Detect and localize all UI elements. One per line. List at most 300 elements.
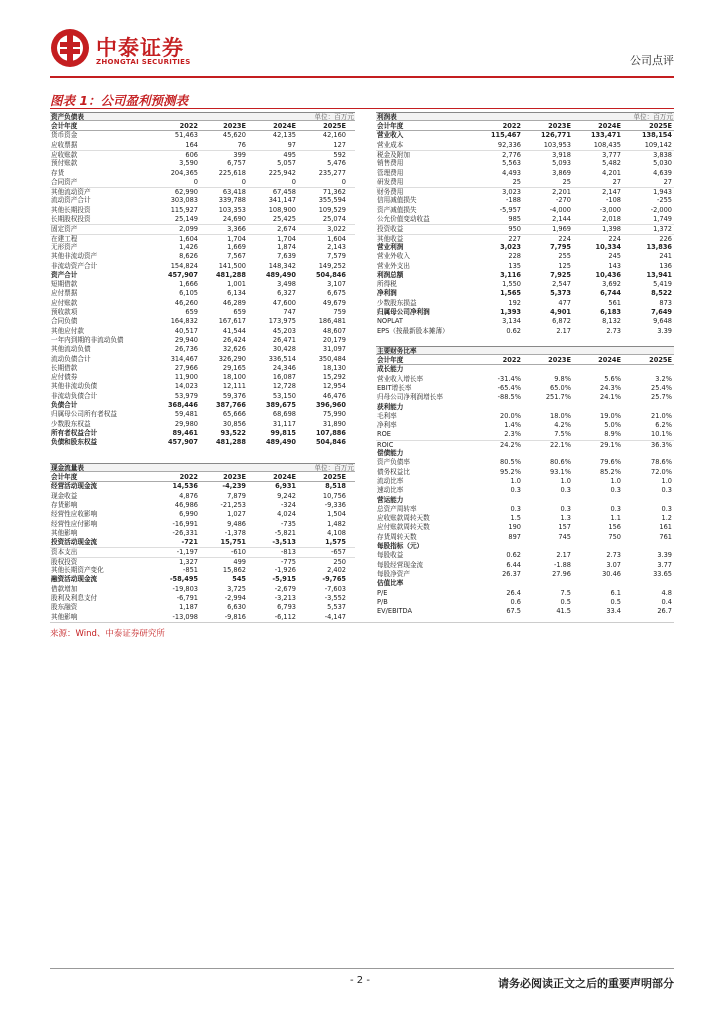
cell-value: 108,435 <box>593 140 621 149</box>
row-label: 应付账款周转天数 <box>377 523 430 532</box>
row-label: 存货影响 <box>51 500 78 509</box>
cell-value: -4,147 <box>324 612 346 621</box>
cell-value: 1.2 <box>661 514 672 523</box>
cell-value: 2025E <box>323 122 346 130</box>
row-label: 负债合计 <box>51 401 78 409</box>
row-label: 其他流动资产 <box>51 188 91 197</box>
cell-value: 190 <box>508 523 521 532</box>
cell-value: -610 <box>231 548 246 557</box>
cell-value: 33.4 <box>606 607 621 616</box>
cell-value: 5.6% <box>604 374 621 383</box>
cell-value: 3,134 <box>502 317 521 326</box>
cell-value: 2,776 <box>502 150 521 159</box>
row-label: 债务权益比 <box>377 467 410 476</box>
cell-value: -4,000 <box>549 205 571 214</box>
row-label: 每股指标（元） <box>377 542 424 550</box>
table-row <box>376 234 674 243</box>
cell-value: -13,098 <box>172 612 198 621</box>
cell-value: 80.6% <box>550 458 571 467</box>
table-row <box>50 234 355 243</box>
table-title-bar <box>376 346 674 355</box>
row-label: 应付债券 <box>51 373 78 382</box>
table-header-row <box>50 473 355 482</box>
cell-value: 62,990 <box>174 188 198 197</box>
table-row <box>376 403 674 412</box>
table-row <box>376 579 674 588</box>
cell-value: 0.3 <box>610 504 621 513</box>
cell-value: 3.2% <box>655 374 672 383</box>
table-row <box>376 412 674 421</box>
cell-value: -2,679 <box>274 584 296 593</box>
table-row <box>50 299 355 308</box>
cell-value: 32,626 <box>222 345 246 354</box>
cell-value: 30.46 <box>602 569 621 578</box>
row-label: 财务费用 <box>377 188 404 197</box>
cell-value: 13,836 <box>646 242 672 251</box>
cell-value: 1,565 <box>500 289 521 298</box>
cell-value: 2023E <box>223 122 246 130</box>
cell-value: 1,426 <box>179 242 198 251</box>
row-label: NOPLAT <box>377 317 403 326</box>
cell-value: 561 <box>608 298 621 307</box>
cell-value: 504,846 <box>315 270 346 279</box>
table-row <box>376 542 674 551</box>
table-title-bar <box>50 112 355 121</box>
cell-value: 1,482 <box>327 519 346 528</box>
cell-value: 46,260 <box>174 298 198 307</box>
cell-value: 6.1 <box>610 588 621 597</box>
cell-value: -657 <box>331 548 346 557</box>
table-row <box>376 589 674 598</box>
row-label: 销售费用 <box>377 159 404 168</box>
cell-value: 143 <box>608 261 621 270</box>
cell-value: 251.7% <box>545 393 571 402</box>
cell-value: -735 <box>281 519 296 528</box>
table-row <box>376 141 674 150</box>
row-label: 其他长期投资 <box>51 205 91 214</box>
table-row <box>50 262 355 271</box>
table-header-row <box>50 122 355 131</box>
cell-value: 5.0% <box>604 421 621 430</box>
row-label: 速动比率 <box>377 486 404 495</box>
cell-value: 9,242 <box>277 491 296 500</box>
row-label: 应收账款 <box>51 150 78 159</box>
cell-value: 135 <box>508 261 521 270</box>
cell-value: 0.3 <box>661 504 672 513</box>
cell-value: 750 <box>608 532 621 541</box>
row-label: 所得税 <box>377 280 397 289</box>
cell-value: 6,931 <box>275 482 296 491</box>
source-note: 来源：Wind、中泰证券研究所 <box>50 629 165 639</box>
cell-value: 9.8% <box>554 374 571 383</box>
cell-value: 5,563 <box>502 159 521 168</box>
table-row <box>50 613 355 622</box>
cell-value: 4,876 <box>179 491 198 500</box>
cell-value: 8,132 <box>602 317 621 326</box>
cell-value: 89,461 <box>172 428 198 437</box>
row-label: P/E <box>377 588 388 597</box>
cell-value: 136 <box>659 261 672 270</box>
cell-value: -2,994 <box>224 593 246 602</box>
cell-value: 1.1 <box>610 514 621 523</box>
cell-value: -3,000 <box>599 205 621 214</box>
row-label: 公允价值变动收益 <box>377 215 430 223</box>
table-row <box>50 547 355 556</box>
cell-value: 53,979 <box>174 391 198 400</box>
row-label: 经营性应付影响 <box>51 519 98 528</box>
table-row <box>376 243 674 252</box>
cell-value: 41.5 <box>556 607 571 616</box>
cell-value: 126,771 <box>540 131 571 140</box>
cell-value: 504,846 <box>315 438 346 447</box>
cell-value: 59,481 <box>174 410 198 419</box>
cell-value: 10.1% <box>651 430 672 439</box>
row-label: 会计年度 <box>377 122 404 130</box>
table-row <box>376 196 674 205</box>
cell-value: 19.0% <box>600 411 621 420</box>
cell-value: 67.5 <box>506 607 521 616</box>
row-label: 归属母公司所有者权益 <box>51 410 117 419</box>
page-number: - 2 - <box>350 975 370 986</box>
cell-value: 0 <box>291 177 296 186</box>
table-title: 主要财务比率 <box>377 347 417 355</box>
cell-value: 67,458 <box>272 188 296 197</box>
cell-value: 1.4% <box>504 421 521 430</box>
table-row <box>50 355 355 364</box>
table-row <box>50 280 355 289</box>
cell-value: 24,346 <box>272 363 296 372</box>
cell-value: 0 <box>241 177 246 186</box>
cell-value: 761 <box>659 532 672 541</box>
row-label: 资产减值损失 <box>377 205 417 214</box>
row-label: 其他应付款 <box>51 326 84 335</box>
zhongtai-logo-icon <box>50 28 90 68</box>
cell-value: -270 <box>556 196 571 205</box>
cell-value: 1,704 <box>277 234 296 243</box>
document-type: 公司点评 <box>630 54 674 67</box>
cell-value: 2023E <box>223 473 246 481</box>
cell-value: 3,838 <box>653 150 672 159</box>
cell-value: 9,486 <box>227 519 246 528</box>
row-label: 应收票据 <box>51 140 78 149</box>
cell-value: 18.0% <box>550 411 571 420</box>
cell-value: 79.6% <box>600 458 621 467</box>
cell-value: -5,957 <box>499 205 521 214</box>
table-row <box>50 538 355 547</box>
row-label: 营业成本 <box>377 140 404 149</box>
table-row <box>50 566 355 575</box>
table-row <box>376 430 674 439</box>
table-row <box>50 482 355 491</box>
table-row <box>50 345 355 354</box>
cell-value: 873 <box>659 298 672 307</box>
cell-value: 27,966 <box>174 363 198 372</box>
page-header <box>50 28 674 72</box>
row-label: 利润总额 <box>377 270 404 279</box>
table-row <box>50 575 355 584</box>
cell-value: 15,862 <box>222 566 246 574</box>
table-row <box>376 215 674 224</box>
cell-value: 47,600 <box>272 298 296 307</box>
table-row <box>50 557 355 566</box>
cell-value: 24.3% <box>600 383 621 392</box>
cell-value: 53,150 <box>272 391 296 400</box>
cell-value: 396,960 <box>315 401 346 409</box>
table-row <box>376 206 674 215</box>
table-row <box>376 598 674 607</box>
cell-value: 3,366 <box>227 225 246 234</box>
cell-value: 592 <box>333 150 346 159</box>
cell-value: 350,484 <box>318 354 346 363</box>
cell-value: 314,467 <box>170 354 198 363</box>
row-label: 长期借款 <box>51 363 78 372</box>
cell-value: 3,725 <box>227 584 246 593</box>
cell-value: 3,777 <box>602 150 621 159</box>
cell-value: 226 <box>659 234 672 243</box>
cell-value: 0 <box>193 177 198 186</box>
cell-value: 7,795 <box>550 242 571 251</box>
table-header-row <box>376 122 674 131</box>
row-label: 其他非流动负债 <box>51 382 98 391</box>
cell-value: 3.77 <box>657 560 672 569</box>
footer-rule <box>50 968 674 969</box>
table-row <box>50 501 355 510</box>
row-label: 非流动资产合计 <box>51 261 98 270</box>
cell-value: 2,147 <box>602 188 621 197</box>
cell-value: 1.5 <box>510 514 521 523</box>
row-label: 会计年度 <box>51 122 78 130</box>
cell-value: 93.1% <box>550 467 571 476</box>
cell-value: 0.62 <box>506 551 521 560</box>
cell-value: 2022 <box>179 473 198 481</box>
cell-value: 45,203 <box>272 326 296 335</box>
cell-value: 0.5 <box>560 597 571 606</box>
cell-value: 1,604 <box>327 234 346 243</box>
cell-value: 9,648 <box>653 317 672 326</box>
cell-value: 228 <box>508 252 521 261</box>
table-row <box>50 529 355 538</box>
cell-value: 341,147 <box>268 196 296 205</box>
cell-value: 3,918 <box>552 150 571 159</box>
row-label: 应收账款周转天数 <box>377 514 430 523</box>
cell-value: 186,481 <box>318 317 346 326</box>
row-label: 总资产周转率 <box>377 504 417 513</box>
cell-value: 6.2% <box>655 421 672 430</box>
cell-value: 6,757 <box>227 159 246 168</box>
row-label: 会计年度 <box>51 473 78 481</box>
cell-value: 2,547 <box>552 280 571 289</box>
table-row <box>376 375 674 384</box>
row-label: 经营性应收影响 <box>51 510 98 519</box>
cell-value: 389,675 <box>265 401 296 409</box>
cell-value: 6,675 <box>327 289 346 298</box>
cell-value: 85.2% <box>600 467 621 476</box>
cell-value: 489,490 <box>265 270 296 279</box>
row-label: 偿债能力 <box>377 449 404 457</box>
cell-value: 2025E <box>649 122 672 130</box>
cell-value: 7,639 <box>277 252 296 261</box>
table-row <box>376 393 674 402</box>
table-row <box>376 299 674 308</box>
cell-value: 2,201 <box>552 188 571 197</box>
row-label: 合同负债 <box>51 317 78 326</box>
row-label: 投资收益 <box>377 225 404 234</box>
cell-value: 1.0 <box>610 476 621 485</box>
cell-value: 2024E <box>273 473 296 481</box>
cell-value: 18,130 <box>322 363 346 372</box>
cell-value: 1,550 <box>502 280 521 289</box>
cell-value: 2023E <box>548 122 571 130</box>
cell-value: 241 <box>659 252 672 261</box>
table-row <box>50 327 355 336</box>
cell-value: 26,424 <box>222 335 246 344</box>
row-label: 资本支出 <box>51 548 78 557</box>
cell-value: 897 <box>508 532 521 541</box>
cell-value: 659 <box>185 308 198 316</box>
cell-value: -5,915 <box>272 575 296 584</box>
cell-value: 25.4% <box>651 383 672 392</box>
cell-value: 51,463 <box>174 131 198 140</box>
row-label: 非流动负债合计 <box>51 391 98 400</box>
cell-value: 65.0% <box>550 383 571 392</box>
cell-value: 1,669 <box>227 242 246 251</box>
table-row <box>50 317 355 326</box>
cell-value: 7,879 <box>227 491 246 500</box>
cell-value: 2.73 <box>606 551 621 560</box>
cell-value: 355,594 <box>318 196 346 205</box>
cell-value: 4,024 <box>277 510 296 519</box>
cell-value: 0.3 <box>610 486 621 495</box>
cell-value: 8.9% <box>604 430 621 439</box>
cell-value: 125 <box>558 261 571 270</box>
row-label: 少数股东损益 <box>377 298 417 307</box>
row-label: 预付账款 <box>51 159 78 168</box>
table-row <box>376 421 674 430</box>
cell-value: 109,142 <box>644 140 672 149</box>
table-row <box>50 289 355 298</box>
cell-value: 2,674 <box>277 225 296 234</box>
cell-value: 1,604 <box>179 234 198 243</box>
cell-value: 6,327 <box>277 289 296 298</box>
cell-value: 103,953 <box>543 140 571 149</box>
row-label: 归属母公司净利润 <box>377 308 430 316</box>
cell-value: 303,083 <box>170 196 198 205</box>
cell-value: 2,143 <box>327 242 346 251</box>
cell-value: 3,023 <box>500 242 521 251</box>
cell-value: 255 <box>558 252 571 261</box>
cell-value: 27 <box>663 177 672 186</box>
row-label: 固定资产 <box>51 225 78 234</box>
table-row <box>376 384 674 393</box>
cell-value: -324 <box>281 500 296 509</box>
table-row <box>376 187 674 196</box>
cell-value: -65.4% <box>497 383 521 392</box>
cell-value: 27 <box>612 177 621 186</box>
table-row <box>376 496 674 505</box>
cell-value: 3,590 <box>179 159 198 168</box>
row-label: 资产合计 <box>51 270 78 279</box>
cell-value: 4,201 <box>602 168 621 177</box>
cell-value: 26.37 <box>502 569 521 578</box>
cell-value: 2022 <box>179 122 198 130</box>
cell-value: 7.5% <box>554 430 571 439</box>
figure-title-rule <box>50 108 674 109</box>
cell-value: 41,544 <box>222 326 246 335</box>
table-row <box>376 317 674 326</box>
cell-value: 6,105 <box>179 289 198 298</box>
cell-value: 2.73 <box>606 326 621 335</box>
cell-value: 8,522 <box>651 289 672 298</box>
table-row <box>50 438 355 447</box>
cell-value: 33.65 <box>653 569 672 578</box>
table-row <box>376 131 674 140</box>
cell-value: 7,579 <box>327 252 346 261</box>
row-label: P/B <box>377 597 388 606</box>
table-row <box>376 440 674 449</box>
table-row <box>376 561 674 570</box>
row-label: 其他影响 <box>51 612 78 621</box>
cell-value: 40,517 <box>174 326 198 335</box>
cell-value: 545 <box>232 575 246 584</box>
cell-value: 5,057 <box>277 159 296 168</box>
cell-value: 1,504 <box>327 510 346 519</box>
cell-value: -108 <box>606 196 621 205</box>
cell-value: 399 <box>233 150 246 159</box>
cell-value: 36.3% <box>651 440 672 449</box>
cell-value: 2.17 <box>556 551 571 560</box>
cell-value: 235,277 <box>318 168 346 177</box>
cell-value: 6,744 <box>600 289 621 298</box>
cell-value: 30,856 <box>222 419 246 428</box>
row-label: 存货 <box>51 168 65 177</box>
cell-value: 31,117 <box>272 419 296 428</box>
table-row <box>50 603 355 612</box>
cell-value: 29,980 <box>174 419 198 428</box>
cell-value: 659 <box>233 308 246 316</box>
cell-value: 3,692 <box>602 280 621 289</box>
cell-value: 489,490 <box>265 438 296 447</box>
cell-value: 2,099 <box>179 225 198 234</box>
table-row <box>50 510 355 519</box>
cell-value: 27.96 <box>552 569 571 578</box>
table-row <box>50 150 355 159</box>
cell-value: 225,942 <box>268 168 296 177</box>
cell-value: -3,513 <box>272 538 296 547</box>
cell-value: -19,803 <box>172 584 198 593</box>
cell-value: 4,639 <box>653 168 672 177</box>
row-label: 净利率 <box>377 421 397 430</box>
cell-value: 103,353 <box>218 205 246 214</box>
row-label: 在建工程 <box>51 234 78 243</box>
cell-value: 31,097 <box>322 345 346 354</box>
table-row <box>376 150 674 159</box>
row-label: 净利润 <box>377 289 397 298</box>
row-label: 预收款项 <box>51 308 78 316</box>
cell-value: 0 <box>341 177 346 186</box>
figure-title: 图表 1：公司盈利预测表 <box>50 93 189 108</box>
cell-value: 225,618 <box>218 168 246 177</box>
cell-value: -7,603 <box>324 584 346 593</box>
cell-value: 154,824 <box>170 261 198 270</box>
table-row <box>376 449 674 458</box>
cell-value: 2,144 <box>552 215 571 223</box>
row-label: 其他影响 <box>51 528 78 537</box>
cell-value: 6,990 <box>179 510 198 519</box>
row-label: 融资活动现金流 <box>51 575 98 584</box>
cell-value: 6,183 <box>600 308 621 316</box>
row-label: EBIT增长率 <box>377 383 412 392</box>
cell-value: 1,187 <box>179 603 198 612</box>
